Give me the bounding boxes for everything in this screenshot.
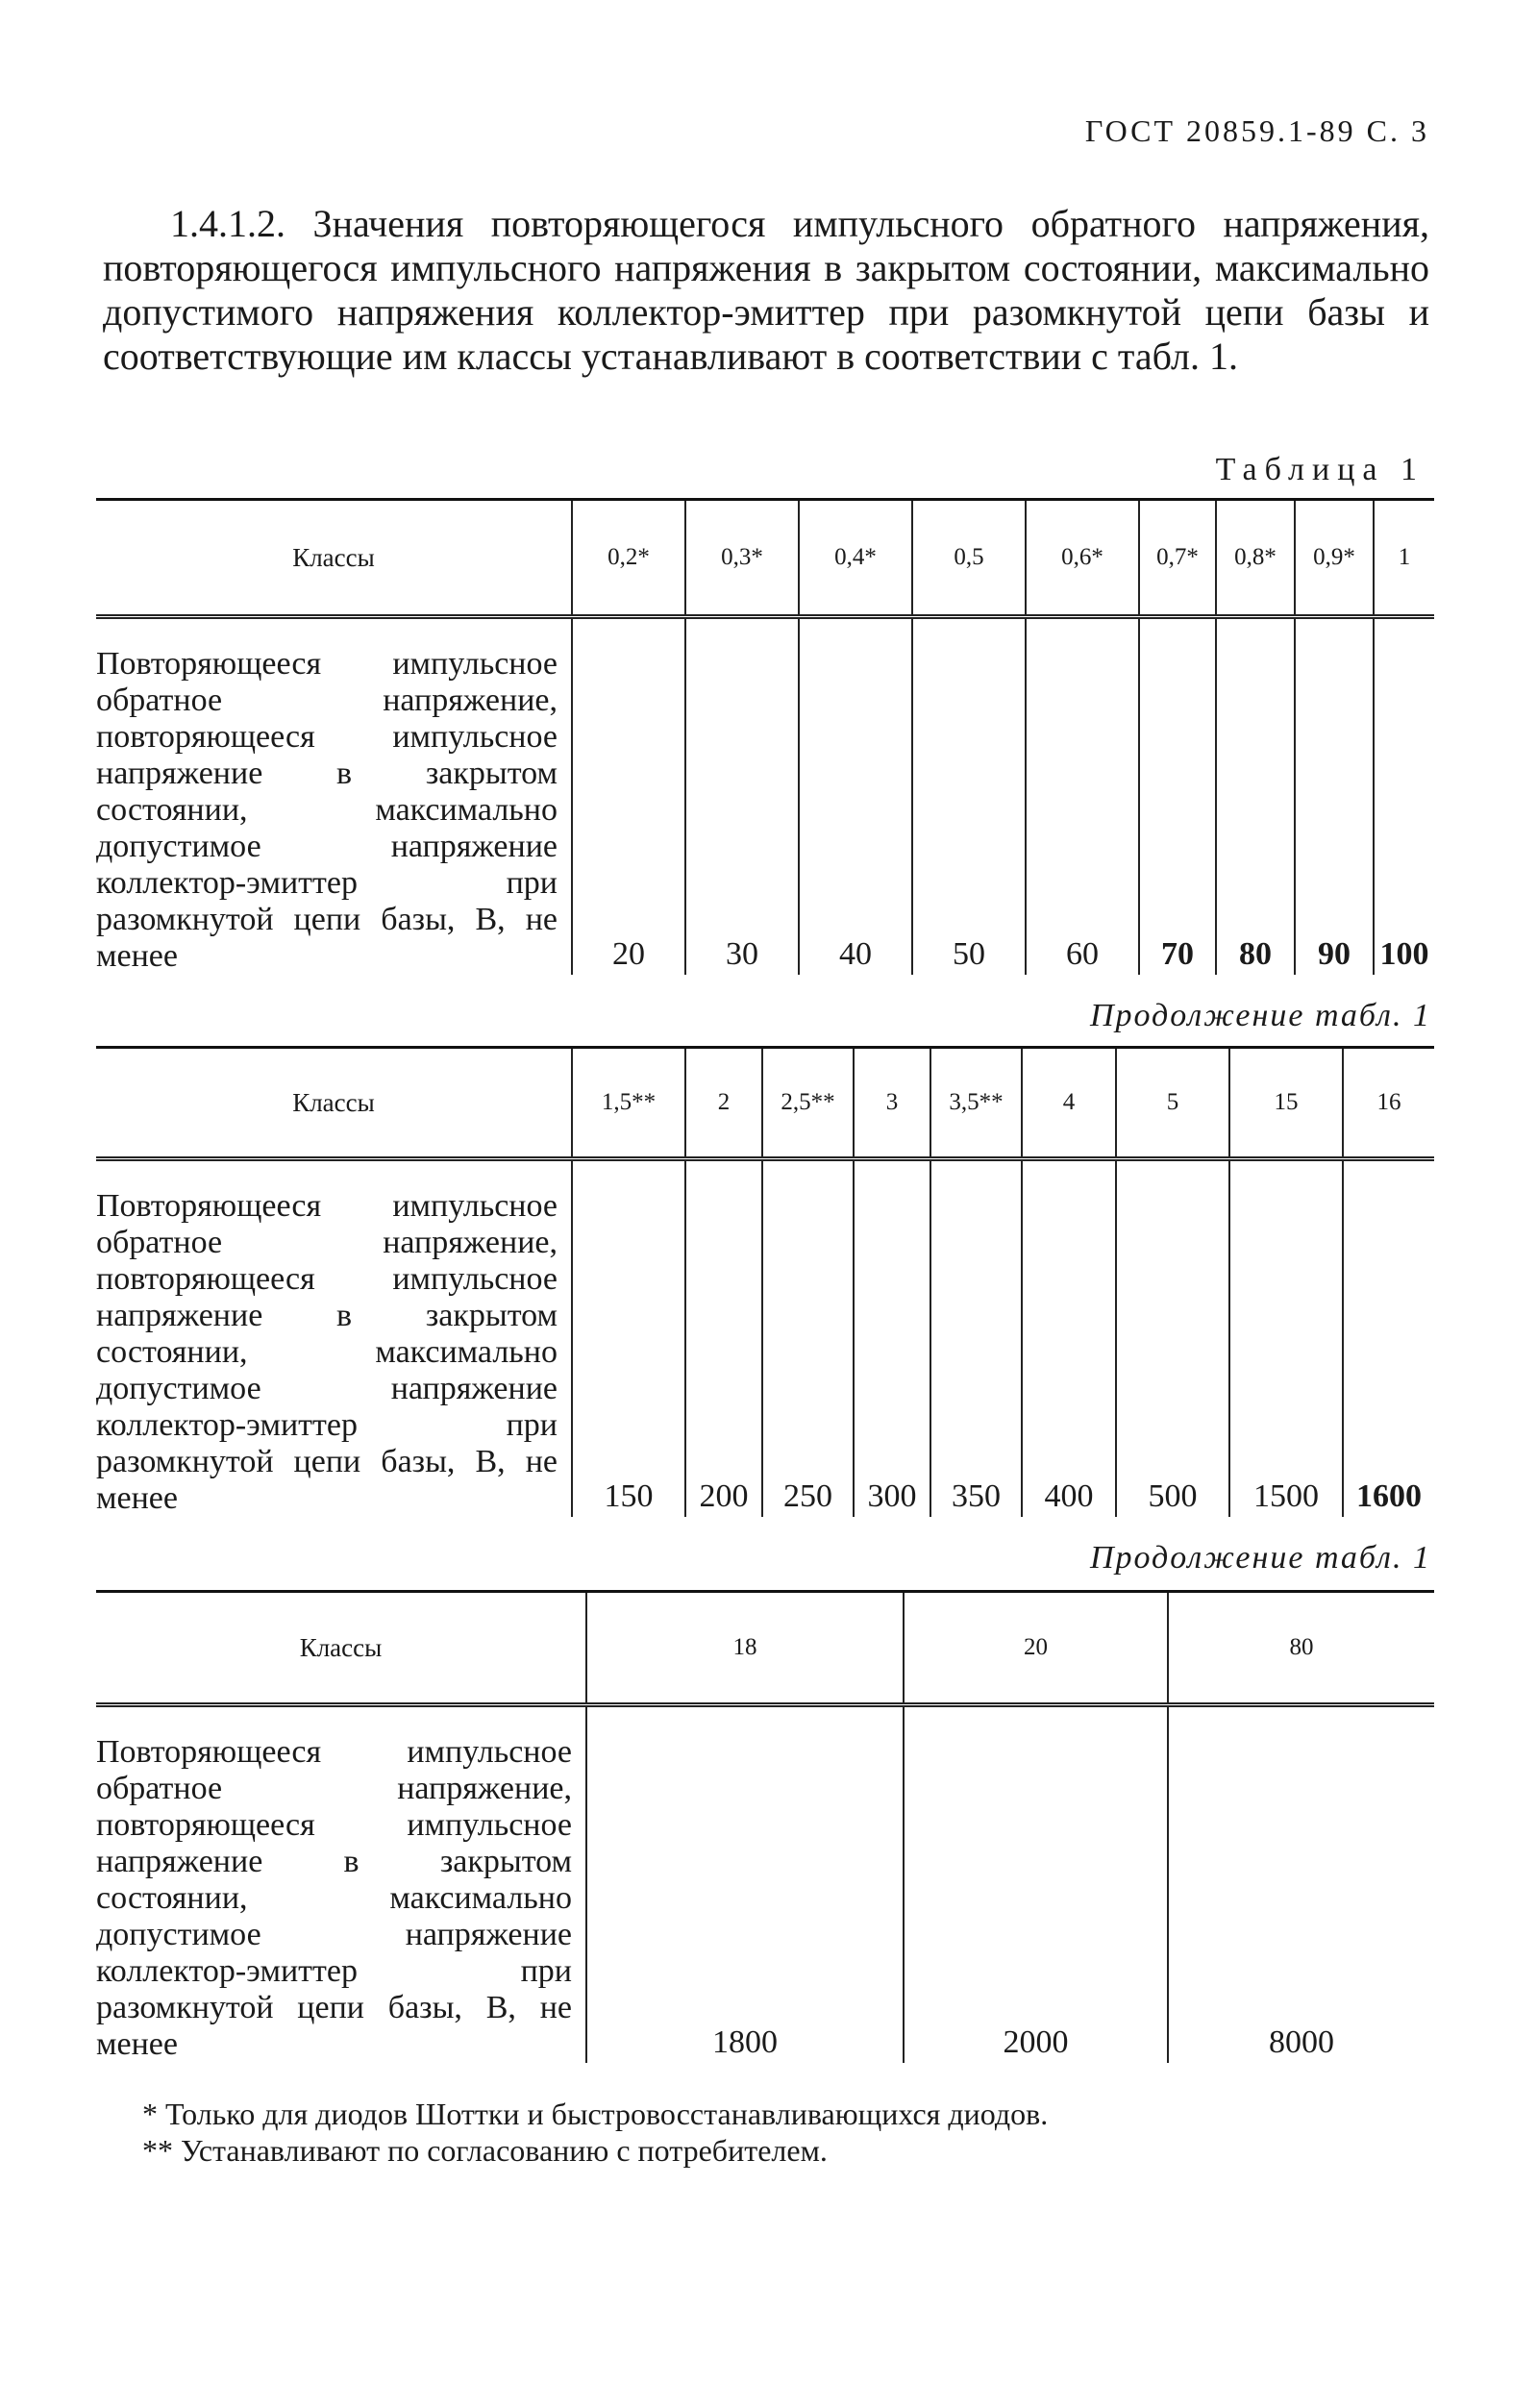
class-cell: 15 — [1229, 1048, 1343, 1159]
value-cell: 300 — [854, 1159, 930, 1518]
table-body-row — [96, 1705, 1434, 2064]
class-cell: 0,8* — [1216, 500, 1295, 617]
class-cell: 0,3* — [685, 500, 799, 617]
page-header: ГОСТ 20859.1-89 С. 3 — [1084, 113, 1429, 148]
table-header-row — [96, 500, 1434, 617]
footnote-single-asterisk: * Только для диодов Шоттки и быстровосстанавливающихся диодов. — [142, 2097, 1049, 2131]
class-cell: 0,2* — [572, 500, 685, 617]
classes-label: Классы — [96, 1592, 586, 1705]
value-cell: 350 — [930, 1159, 1022, 1518]
value-cell: 400 — [1022, 1159, 1116, 1518]
class-cell: 0,4* — [799, 500, 912, 617]
voltage-class-table-1 — [96, 498, 1434, 975]
footnote-double-asterisk: ** Устанавливают по согласованию с потребителем. — [142, 2133, 828, 2168]
class-cell: 2,5** — [762, 1048, 854, 1159]
table-body-row — [96, 617, 1434, 976]
section-paragraph — [103, 202, 1429, 379]
value-cell: 200 — [685, 1159, 762, 1518]
class-cell: 5 — [1116, 1048, 1229, 1159]
value-cell: 150 — [572, 1159, 685, 1518]
value-cell: 30 — [685, 617, 799, 976]
footnotes — [142, 2096, 1048, 2169]
voltage-class-table-3 — [96, 1590, 1434, 2063]
value-cell: 2000 — [904, 1705, 1168, 2064]
class-cell: 1,5** — [572, 1048, 685, 1159]
class-cell: 2 — [685, 1048, 762, 1159]
value-cell: 8000 — [1168, 1705, 1434, 2064]
value-cell: 70 — [1139, 617, 1216, 976]
value-cell: 1800 — [586, 1705, 904, 2064]
table-header-row — [96, 1048, 1434, 1159]
value-cell: 1600 — [1343, 1159, 1434, 1518]
value-cell: 1500 — [1229, 1159, 1343, 1518]
continuation-caption: Продолжение табл. 1 — [1089, 1540, 1431, 1576]
value-cell: 40 — [799, 617, 912, 976]
value-cell: 100 — [1374, 617, 1434, 976]
class-cell: 16 — [1343, 1048, 1434, 1159]
class-cell: 3,5** — [930, 1048, 1022, 1159]
continuation-caption: Продолжение табл. 1 — [1089, 998, 1431, 1033]
value-cell: 60 — [1026, 617, 1139, 976]
class-cell: 0,9* — [1295, 500, 1374, 617]
voltage-description: Повторяющееся импульсное обратное напряжение, повторяющееся импульсное напряжение в закрытом состоянии, максимально допустимое напряжение коллектор-эмиттер при разомкнутой цепи базы, В, не менее — [96, 1734, 572, 2062]
voltage-class-table-2 — [96, 1046, 1434, 1517]
classes-label: Классы — [96, 1048, 572, 1159]
value-cell: 500 — [1116, 1159, 1229, 1518]
paragraph-text: 1.4.1.2. Значения повторяющегося импульсного обратного напряжения, повторяющегося импульсного напряжения в закрытом состоянии, максимально допустимого напряжения коллектор-эмиттер при разомкнутой цепи базы и соответствующие им классы устанавливают в соответствии с табл. 1. — [103, 202, 1429, 378]
class-cell: 0,6* — [1026, 500, 1139, 617]
class-cell: 0,7* — [1139, 500, 1216, 617]
voltage-description: Повторяющееся импульсное обратное напряжение, повторяющееся импульсное напряжение в закрытом состоянии, максимально допустимое напряжение коллектор-эмиттер при разомкнутой цепи базы, В, не менее — [96, 1188, 558, 1516]
table-body-row — [96, 1159, 1434, 1518]
class-cell: 3 — [854, 1048, 930, 1159]
value-cell: 50 — [912, 617, 1026, 976]
class-cell: 18 — [586, 1592, 904, 1705]
class-cell: 0,5 — [912, 500, 1026, 617]
table-header-row — [96, 1592, 1434, 1705]
value-cell: 20 — [572, 617, 685, 976]
value-cell: 90 — [1295, 617, 1374, 976]
value-cell: 80 — [1216, 617, 1295, 976]
classes-label: Классы — [96, 500, 572, 617]
voltage-description: Повторяющееся импульсное обратное напряжение, повторяющееся импульсное напряжение в закрытом состоянии, максимально допустимое напряжение коллектор-эмиттер при разомкнутой цепи базы, В, не менее — [96, 646, 558, 974]
value-cell: 250 — [762, 1159, 854, 1518]
class-cell: 20 — [904, 1592, 1168, 1705]
class-cell: 4 — [1022, 1048, 1116, 1159]
class-cell: 80 — [1168, 1592, 1434, 1705]
table-caption: Таблица 1 — [1215, 452, 1425, 487]
class-cell: 1 — [1374, 500, 1434, 617]
